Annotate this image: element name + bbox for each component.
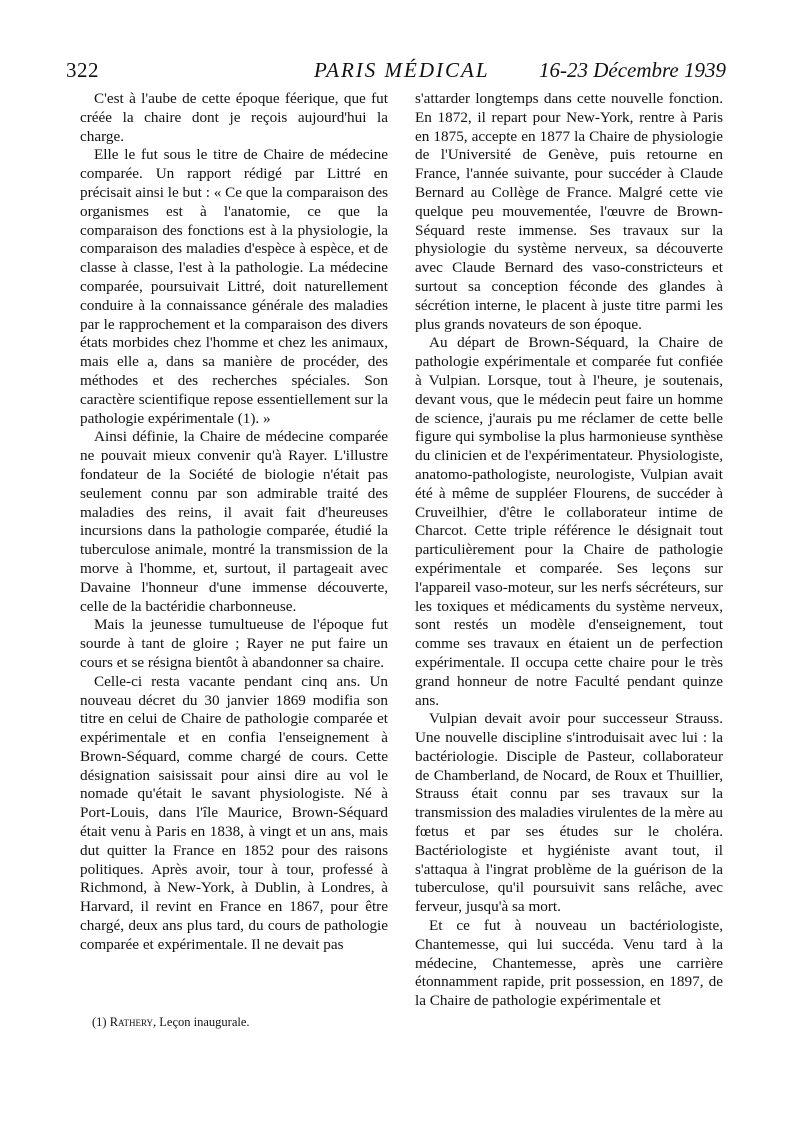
paragraph: Et ce fut à nouveau un bactériologiste, Chantemesse, qui lui succéda. Venu tard à la médecine, Chantemesse, après une carrière étonnamment rapide, prit possession, en 1897, de la Chaire de pathologie expérimentale et	[415, 917, 723, 1010]
paragraph: Ainsi définie, la Chaire de médecine comparée ne pouvait mieux convenir qu'à Rayer. L'illustre fondateur de la Société de biologie n'était pas seulement connu par son admirable traité des maladies des reins, il avait fait d'heureuses incursions dans la pathologie comparée, étudié la tuberculose animale, montré la transmission de la morve à l'homme, et, surtout, il partageait avec Davaine l'honneur d'une immense découverte, celle de la bactéridie charbonneuse.	[80, 428, 388, 615]
page-number: 322	[66, 58, 99, 82]
footnote	[92, 1015, 250, 1030]
footnote-marker: (1)	[92, 1015, 107, 1029]
issue-date: 16-23 Décembre 1939	[538, 58, 726, 82]
paragraph: Elle le fut sous le titre de Chaire de médecine comparée. Un rapport rédigé par Littré en précisait ainsi le but : « Ce que la comparaison des organismes est à l'anatomie, ce que la comparaison des fonctions est à la physiologie, la comparaison des maladies d'espèce à espèce, et de classe à classe, l'est à la pathologie. La médecine comparée, poursuivait Littré, doit naturellement conduire à la connaissance générale des maladies par le rapprochement et la comparaison des divers états morbides chez l'homme et chez les animaux, mais elle a, dans sa manière de procéder, des méthodes et des recherches spéciales. Son caractère scientifique repose essentiellement sur la pathologie expérimentale (1). »	[80, 146, 388, 427]
paragraph: C'est à l'aube de cette époque féerique, que fut créée la chaire dont je reçois aujourd'hui la charge.	[80, 90, 388, 145]
paragraph-continuation: s'attarder longtemps dans cette nouvelle fonction. En 1872, il repart pour New-York, rentre à Paris en 1875, accepte en 1877 la Chaire de physiologie de l'Université de Genève, puis retourne en France, l'année suivante, pour succéder à Claude Bernard au Collège de France. Malgré cette vie quelque peu mouvementée, l'œuvre de Brown-Séquard reste immense. Ses travaux sur la physiologie du système nerveux, sa découverte avec Claude Bernard des vaso-constricteurs et surtout sa conception féconde des glandes à sécrétion interne, le placent à juste titre parmi les plus grands novateurs de son époque.	[415, 90, 723, 333]
footnote-text: Leçon inaugurale.	[159, 1015, 250, 1029]
journal-title: PARIS MÉDICAL	[314, 58, 490, 82]
footnote-author: Rathery,	[109, 1015, 157, 1029]
page-header	[66, 58, 726, 88]
right-column	[415, 90, 723, 1011]
paragraph: Celle-ci resta vacante pendant cinq ans. Un nouveau décret du 30 janvier 1869 modifia son titre en celui de Chaire de pathologie comparée et expérimentale et en confia l'enseignement à Brown-Séquard, comme chargé de cours. Cette désignation saisissait pour ainsi dire au vol le nomade qu'était le savant physiologiste. Né à Port-Louis, dans l'île Maurice, Brown-Séquard était venu à Paris en 1838, à vingt et un ans, mais dut quitter la France en 1852 pour des raisons politiques. Après avoir, tour à tour, professé à Richmond, à New-York, à Dublin, à Londres, à Harvard, il revint en France en 1867, pour être chargé, deux ans plus tard, du cours de pathologie comparée et expérimentale. Il ne devait pas	[80, 672, 388, 953]
left-column	[80, 90, 388, 955]
paragraph: Au départ de Brown-Séquard, la Chaire de pathologie expérimentale et comparée fut confiée à Vulpian. Lorsque, tout à l'heure, je soutenais, devant vous, que le médecin peut faire un homme de science, j'aurais pu me réclamer de cette belle figure qui symbolise la plus harmonieuse synthèse du clinicien et de l'expérimentateur. Physiologiste, anatomo-pathologiste, neurologiste, Vulpian avait été à même de suppléer Flourens, de succéder à Cruveilhier, d'être le collaborateur intime de Charcot. Cette triple référence le désignait tout particulièrement pour la Chaire de pathologie expérimentale et comparée. Ses leçons sur l'appareil vaso-moteur, sur les nerfs sécréteurs, sur les toxiques et médicaments du système nerveux, sont restés un modèle d'enseignement, tout comme ses travaux en étaient un de perfection expérimentale. Il occupa cette chaire pour le très grand honneur de notre Faculté pendant quinze ans.	[415, 334, 723, 709]
paragraph: Mais la jeunesse tumultueuse de l'époque fut sourde à tant de gloire ; Rayer ne put faire un cours et se résigna bientôt à abandonner sa chaire.	[80, 616, 388, 671]
paragraph: Vulpian devait avoir pour successeur Strauss. Une nouvelle discipline s'introduisait avec lui : la bactériologie. Disciple de Pasteur, collaborateur de Chamberland, de Nocard, de Roux et Thuillier, Strauss était connu par ses travaux sur la transmission des maladies virulentes de la mère au fœtus et par ses études sur le choléra. Bactériologiste et hygiéniste avant tout, il s'attaqua à l'ingrat problème de la guérison de la tuberculose, qu'il poursuivit sans relâche, avec ferveur, jusqu'à sa mort.	[415, 710, 723, 916]
